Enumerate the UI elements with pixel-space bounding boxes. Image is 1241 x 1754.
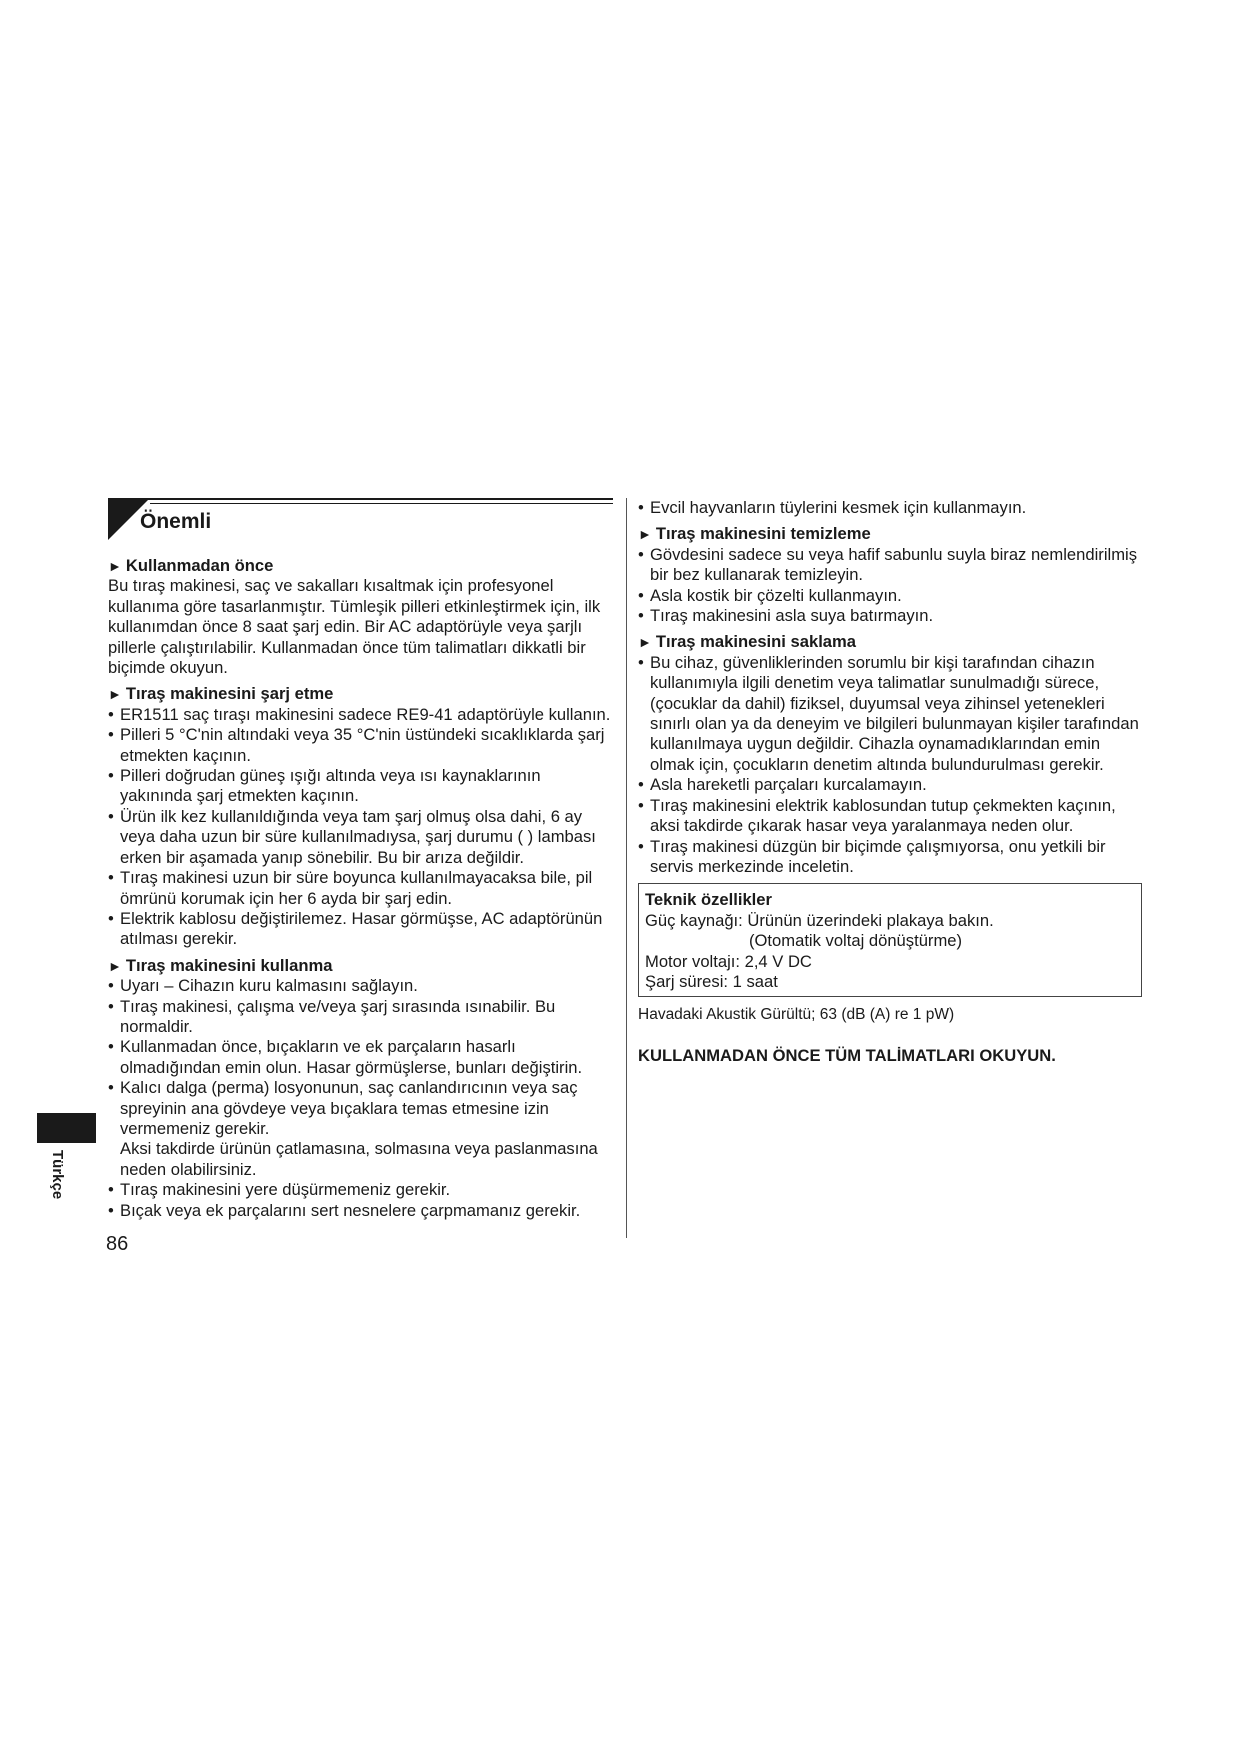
using-list-continued: [108, 1180, 613, 1221]
language-tab-marker: [37, 1113, 96, 1143]
specs-box: [638, 883, 1142, 997]
pets-list: [638, 498, 1140, 518]
list-item: • Tıraş makinesi, çalışma ve/veya şarj sırasında ısınabilir. Bu normaldir.: [108, 997, 613, 1038]
left-column: [108, 498, 613, 1221]
specs-power: Güç kaynağı: Ürünün üzerindeki plakaya bakın.: [645, 910, 994, 930]
list-item: • Tıraş makinesini yere düşürmemeniz gerekir.: [108, 1180, 613, 1200]
list-item: • Tıraş makinesini asla suya batırmayın.: [638, 606, 1140, 626]
read-instructions-warning: KULLANMADAN ÖNCE TÜM TALİMATLARI OKUYUN.: [638, 1045, 1056, 1065]
list-item: • Bu cihaz, güvenliklerinden sorumlu bir kişi tarafından cihazın kullanımıyla ilgili denetim veya talimatlar sunulmadığı sürece, (çocuklar da dahil) fiziksel, duyumsal veya zihinsel yetenekleri sınırlı olan ya da deneyim ve bilgileri bulunmayan kişiler tarafından kullanılmaya uygun değildir. Cihazla oynamadıklarından emin olmak için, çocukların denetim altında bulundurulması gerekir.: [638, 653, 1140, 775]
cleaning-list: [638, 545, 1140, 627]
before-use-text: Bu tıraş makinesi, saç ve sakalları kısaltmak için profesyonel kullanıma göre tasarlanmıştır. Tümleşik pilleri etkinleştirmek için, ilk kullanımdan önce 8 saat şarj edin. Bir AC adaptörüyle veya şarjlı pillerle çalıştırılabilir. Kullanmadan önce tüm talimatları dikkatli bir biçimde okuyun.: [108, 576, 601, 678]
heading-cleaning: ► Tıraş makinesini temizleme: [638, 524, 871, 544]
noise-level: Havadaki Akustik Gürültü; 63 (dB (A) re 1 pW): [638, 1006, 955, 1024]
page-number: 86: [106, 1233, 129, 1255]
list-item: • Tıraş makinesi düzgün bir biçimde çalışmıyorsa, onu yetkili bir servis merkezinde inceletin.: [638, 837, 1140, 878]
list-item: • ER1511 saç tıraşı makinesini sadece RE9-41 adaptörüyle kullanın.: [108, 705, 613, 725]
list-item: • Asla hareketli parçaları kurcalamayın.: [638, 775, 1140, 795]
list-item: • Bıçak veya ek parçalarını sert nesnelere çarpmamanız gerekir.: [108, 1201, 613, 1221]
triangle-marker-icon: ►: [108, 957, 122, 974]
list-item: • Pilleri doğrudan güneş ışığı altında veya ısı kaynaklarının yakınında şarj etmekten kaçının.: [108, 766, 613, 807]
heading-using: ► Tıraş makinesini kullanma: [108, 955, 333, 975]
specs-motor: Motor voltajı: 2,4 V DC: [645, 951, 812, 971]
triangle-marker-icon: ►: [638, 526, 652, 543]
list-item: • Kalıcı dalga (perma) losyonunun, saç canlandırıcının veya saç spreyinin ana gövdeye veya bıçaklara temas etmesine izin vermemeniz gerekir.: [108, 1078, 613, 1139]
perma-note: Aksi takdirde ürünün çatlamasına, solmasına veya paslanmasına neden olabilirsiniz.: [120, 1139, 598, 1179]
charging-list: [108, 705, 613, 950]
list-item: • Evcil hayvanların tüylerini kesmek için kullanmayın.: [638, 498, 1140, 518]
header-rule: [108, 498, 613, 500]
specs-charge: Şarj süresi: 1 saat: [645, 971, 778, 991]
list-item: • Asla kostik bir çözelti kullanmayın.: [638, 586, 1140, 606]
list-item: • Tıraş makinesini elektrik kablosundan tutup çekmekten kaçının, aksi takdirde çıkarak hasar veya yaralanmaya neden olur.: [638, 796, 1140, 837]
list-item: • Pilleri 5 °C'nin altındaki veya 35 °C'nin üstündeki sıcaklıklarda şarj etmekten kaçının.: [108, 725, 613, 766]
list-item: • Elektrik kablosu değiştirilemez. Hasar görmüşse, AC adaptörünün atılması gerekir.: [108, 909, 613, 950]
language-label: Türkçe: [49, 1150, 66, 1200]
list-item: • Kullanmadan önce, bıçakların ve ek parçaların hasarlı olmadığından emin olun. Hasar görmüşlerse, bunları değiştirin.: [108, 1037, 613, 1078]
header-rule-thin: [150, 503, 613, 504]
triangle-marker-icon: ►: [638, 634, 652, 651]
list-item: • Ürün ilk kez kullanıldığında veya tam şarj olmuş olsa dahi, 6 ay veya daha uzun bir süre kullanılmadıysa, şarj durumu ( ) lambası erken bir aşamada yanıp sönebilir. Bu bir arıza değildir.: [108, 807, 613, 868]
heading-before-use: ► Kullanmadan önce: [108, 556, 274, 575]
triangle-marker-icon: ►: [108, 686, 122, 703]
list-item: • Gövdesini sadece su veya hafif sabunlu suyla biraz nemlendirilmiş bir bez kullanarak temizleyin.: [638, 545, 1140, 586]
list-item: • Tıraş makinesi uzun bir süre boyunca kullanılmayacaksa bile, pil ömrünü korumak için her 6 ayda bir şarj edin.: [108, 868, 613, 909]
column-divider: [626, 498, 627, 1238]
right-column: [638, 498, 1140, 1066]
specs-power-note: (Otomatik voltaj dönüştürme): [749, 931, 963, 951]
section-header: [108, 498, 613, 550]
specs-heading: Teknik özellikler: [645, 890, 772, 910]
storage-list: [638, 653, 1140, 877]
heading-charging: ► Tıraş makinesini şarj etme: [108, 684, 334, 704]
triangle-marker-icon: ►: [108, 558, 122, 574]
list-item: • Uyarı – Cihazın kuru kalmasını sağlayın.: [108, 976, 613, 996]
using-list: [108, 976, 613, 1139]
heading-storage: ► Tıraş makinesini saklama: [638, 632, 857, 652]
section-title: Önemli: [140, 510, 212, 533]
